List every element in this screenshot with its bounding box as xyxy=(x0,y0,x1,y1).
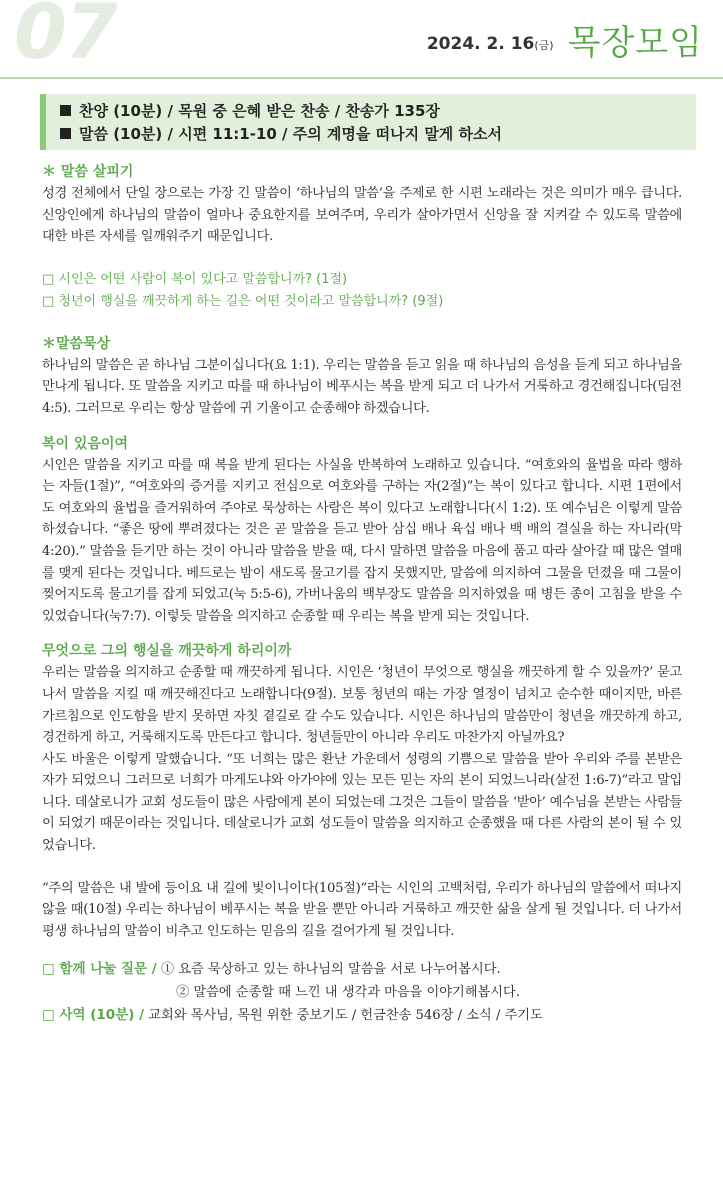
header-divider xyxy=(0,77,723,79)
praise-info xyxy=(60,100,696,123)
share-question-2: ② 말씀에 순종할 때 느낀 내 생각과 마음을 이야기해봅시다. xyxy=(176,985,520,1001)
section-heading-clean: 무엇으로 그의 행실을 깨끗하게 하리이까 xyxy=(42,643,292,660)
section-heading-meditation: ＊말씀묵상 xyxy=(42,335,111,352)
square-bullet-icon xyxy=(60,105,71,116)
date-day: (금) xyxy=(534,39,554,52)
page-title: 목장모임 xyxy=(567,23,703,63)
share-question-row-1 xyxy=(42,958,682,981)
ministry-row xyxy=(42,1004,682,1027)
closing-section xyxy=(42,958,682,1027)
share-question-1: ① 요즘 묵상하고 있는 하나님의 말씀을 서로 나누어봅시다. xyxy=(160,962,501,978)
page-number: 07 xyxy=(14,0,116,76)
paragraph-blessed: 시인은 말씀을 지키고 따를 때 복을 받게 된다는 사실을 반복하여 노래하고 있습니다. “여호와의 율법을 따라 행하는 자들(1절)”, “여호와의 증거를 지키고 전심으로 여호와를 구하는 자(2절)”는 복이 있다고 합니다. 시편 1편에서도 여호와의 율법을 즐거워하여 주야로 묵상하는 사람은 복이 있다고 노래합니다(시 1:2). 또 예수님은 이렇게 말씀하셨습니다. “좋은 땅에 뿌려졌다는 것은 곧 말씀을 듣고 받아 삼십 배나 육십 배나 백 배의 결실을 하는 자니라(막 4:20).” 말씀을 듣기만 하는 것이 아니라 말씀을 받을 때, 다시 말하면 말씀을 마음에 품고 따라 살아갈 때 많은 열매를 맺게 된다는 것입니다. 베드로는 밤이 새도록 물고기를 잡지 못했지만, 말씀에 의지하여 그물을 던졌을 때 그물이 찢어지도록 물고기를 잡게 되었고(눅 5:5-6), 가버나움의 백부장도 말씀을 의지하였을 때 병든 종이 고침을 받을 수 있었습니다(눅7:7). 이렇듯 말씀을 의지하고 순종할 때 우리는 복을 받게 되는 것입니다. xyxy=(42,457,682,624)
section-heading-blessed: 복이 있음이여 xyxy=(42,435,129,452)
ministry-label: □ 사역 (10분) / xyxy=(42,1007,145,1024)
square-bullet-icon xyxy=(60,128,71,139)
section-heading-observe: ＊ 말씀 살피기 xyxy=(42,164,134,180)
paragraph-clean-3: “주의 말씀은 내 발에 등이요 내 길에 빛이니이다(105절)”라는 시인의 고백처럼, 우리가 하나님의 말씀에서 떠나지 않을 때(10절) 우리는 하나님이 베푸시는 복을 받을 뿐만 아니라 거룩하고 깨끗한 삶을 살게 될 것입니다. 더 나가서 평생 하나님의 말씀이 비추고 인도하는 믿음의 길을 걸어가게 될 것입니다. xyxy=(42,880,682,939)
paragraph-meditation: 하나님의 말씀은 곧 하나님 그분이십니다(요 1:1). 우리는 말씀을 듣고 읽을 때 하나님의 음성을 듣게 되고 하나님을 만나게 됩니다. 또 말씀을 지키고 따를 때 하나님이 베푸시는 복을 받게 되고 더 나가서 거룩하고 경건해집니다(딤전 4:5). 그러므로 우리는 항상 말씀에 귀 기울이고 순종해야 하겠습니다. xyxy=(42,357,682,416)
scripture-info-text: 말씀 (10분) / 시편 11:1-10 / 주의 계명을 떠나지 말게 하소서 xyxy=(79,125,502,143)
scripture-info xyxy=(60,123,696,146)
main-content xyxy=(42,162,682,1027)
share-question-row-2 xyxy=(42,981,682,1004)
order-of-service-box xyxy=(40,94,696,150)
praise-info-text: 찬양 (10분) / 목원 중 은혜 받은 찬송 / 찬송가 135장 xyxy=(79,102,440,120)
ministry-text: 교회와 목사님, 목원 위한 중보기도 / 헌금찬송 546장 / 소식 / 주기도 xyxy=(148,1008,543,1024)
question-1: □ 시인은 어떤 사람이 복이 있다고 말씀합니까? (1절) xyxy=(42,271,348,287)
paragraph-clean-2: 사도 바울은 이렇게 말했습니다. “또 너희는 많은 환난 가운데서 성령의 기쁨으로 말씀을 받아 우리와 주를 본받은 자가 되었으니 그러므로 너희가 마게도냐와 아가야에 있는 모든 믿는 자의 본이 되었느니라(살전 1:6-7)”라고 말입니다. 데살로니가 교회 성도들이 많은 사람에게 본이 되었는데 그것은 그들이 말씀을 ‘받아’ 예수님을 본받는 사람들이 되었기 때문이라는 것입니다. 데살로니가 교회 성도들이 말씀을 의지하고 순종했을 때 다른 사람의 본이 될 수 있었습니다. xyxy=(42,751,682,854)
meeting-date xyxy=(427,34,554,60)
question-2: □ 청년이 행실을 깨끗하게 하는 길은 어떤 것이라고 말씀합니까? (9절) xyxy=(42,293,444,309)
share-questions-label: □ 함께 나눌 질문 / xyxy=(42,961,157,978)
paragraph-observe: 성경 전체에서 단일 장으로는 가장 긴 말씀이 ‘하나님의 말씀’을 주제로 한 시편 노래라는 것은 의미가 매우 큽니다. 신앙인에게 하나님의 말씀이 얼마나 중요한지를 보여주며, 우리가 살아가면서 신앙을 잘 지켜갈 수 있도록 말씀에 대한 바른 자세를 일깨워주기 때문입니다. xyxy=(42,186,682,245)
paragraph-clean-1: 우리는 말씀을 의지하고 순종할 때 깨끗하게 됩니다. 시인은 ‘청년이 무엇으로 행실을 깨끗하게 할 수 있을까?’ 묻고 나서 말씀을 지킬 때 깨끗해진다고 노래합니다(9절). 보통 청년의 때는 가장 열정이 넘치고 순수한 때이지만, 바른 가르침으로 인도함을 받지 못하면 자칫 곁길로 갈 수도 있습니다. 시인은 하나님의 말씀만이 청년을 깨끗하게 하고, 경건하게 하고, 거룩해지도록 만든다고 합니다. 청년들만이 아니라 우리도 마찬가지 아닐까요? xyxy=(42,665,682,746)
date-text: 2024. 2. 16 xyxy=(426,34,535,54)
page-header xyxy=(426,23,703,63)
